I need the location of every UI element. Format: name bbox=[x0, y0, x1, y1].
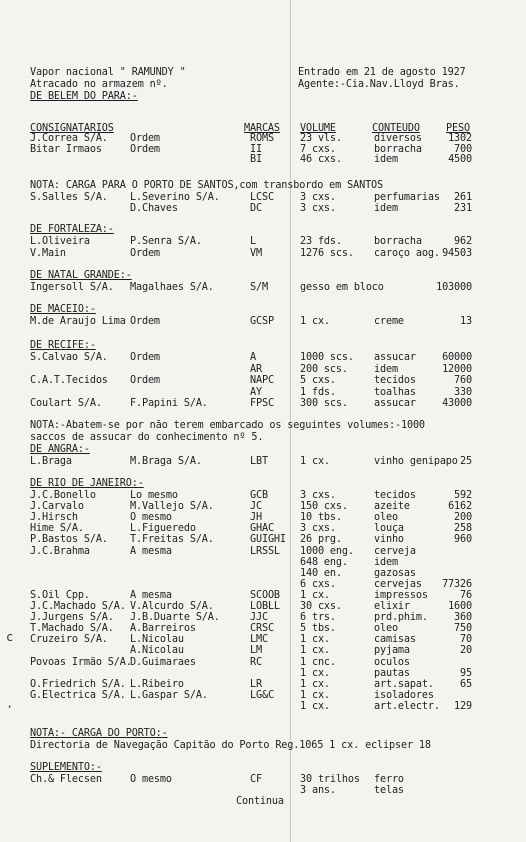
cell-content: camisas bbox=[374, 634, 416, 646]
cell-consignor: Ordem bbox=[130, 133, 160, 144]
cell-mark: NAPC bbox=[250, 375, 274, 386]
cell-consignor: P.Senra S/A. bbox=[130, 236, 202, 247]
cell-weight: 330 bbox=[454, 386, 472, 398]
cell-weight: 962 bbox=[454, 236, 472, 247]
cell-consignee: J.C.Bonello bbox=[30, 490, 96, 501]
cell-volume: 1 cx. bbox=[300, 456, 330, 467]
cell-mark: LCSC bbox=[250, 192, 274, 203]
cell-content: tecidos bbox=[374, 375, 416, 386]
cell-consignee: Ingersoll S/A. bbox=[30, 282, 114, 293]
cell-weight: 960 bbox=[454, 534, 472, 546]
cell-consignor: F.Papini S/A. bbox=[130, 398, 208, 409]
column-header-marks: MARCAS bbox=[244, 123, 280, 134]
cell-consignor: A.Nicolau bbox=[130, 645, 184, 657]
cell-consignor: L.Gaspar S/A. bbox=[130, 689, 208, 701]
cell-content: cerveja bbox=[374, 545, 416, 557]
cell-mark: S/M bbox=[250, 282, 268, 293]
cell-volume: gesso em bloco bbox=[300, 282, 384, 293]
column-header-consignee: CONSIGNATARIOS bbox=[30, 123, 114, 134]
cell-consignee: J.Carvalo bbox=[30, 501, 84, 513]
cell-volume: 26 prg. bbox=[300, 534, 342, 546]
cell-content: vinho genipapo bbox=[374, 456, 458, 467]
cell-content: louça bbox=[374, 523, 404, 535]
cell-weight: 77326 bbox=[442, 578, 472, 590]
cell-weight: 60000 bbox=[442, 352, 472, 363]
cell-mark: GHAC bbox=[250, 523, 274, 535]
cell-consignee: V.Main bbox=[30, 248, 66, 259]
cell-consignor: V.Alcurdo S/A. bbox=[130, 601, 214, 612]
cell-content: oleo bbox=[374, 623, 398, 635]
cell-volume: 23 vls. bbox=[300, 133, 342, 144]
cell-volume: 1 cx. bbox=[300, 689, 330, 701]
cell-content: idem bbox=[374, 154, 398, 165]
cell-mark: L bbox=[250, 236, 256, 247]
cell-weight: 129 bbox=[454, 700, 472, 712]
section-title-recife: DE RECIFE:- bbox=[30, 340, 96, 351]
cell-volume: 300 scs. bbox=[300, 398, 348, 409]
cell-consignee: Povoas Irmão S/A. bbox=[30, 656, 132, 668]
footer-continua: Continua bbox=[236, 796, 284, 807]
cell-consignor: T.Freitas S/A. bbox=[130, 534, 214, 546]
cell-mark: JC bbox=[250, 501, 262, 513]
cell-weight: 12000 bbox=[442, 363, 472, 375]
cell-volume: 200 scs. bbox=[300, 363, 348, 375]
cell-weight: 4500 bbox=[448, 154, 472, 165]
section-title-fortaleza: DE FORTALEZA:- bbox=[30, 224, 114, 235]
cell-weight: 65 bbox=[460, 678, 472, 690]
cell-weight: 360 bbox=[454, 612, 472, 624]
cell-weight: 70 bbox=[460, 634, 472, 646]
cell-content: oculos bbox=[374, 656, 410, 668]
cell-volume: 1 cnc. bbox=[300, 656, 336, 668]
cell-volume: 1000 scs. bbox=[300, 352, 354, 363]
cell-volume: 30 cxs. bbox=[300, 601, 342, 612]
cell-volume: 1 cx. bbox=[300, 634, 330, 646]
cell-content: borracha bbox=[374, 143, 422, 155]
cell-weight: 103000 bbox=[436, 282, 472, 293]
cell-mark: LOBLL bbox=[250, 601, 280, 612]
cell-content: vinho bbox=[374, 534, 404, 546]
cell-mark: LR bbox=[250, 678, 262, 690]
cell-mark: LRSSL bbox=[250, 545, 280, 557]
cell-consignee: P.Bastos S/A. bbox=[30, 534, 108, 546]
cell-volume: 1000 eng. bbox=[300, 545, 354, 557]
cell-consignee: J.Correa S/A. bbox=[30, 133, 108, 144]
section-title-angra: DE ANGRA:- bbox=[30, 444, 90, 455]
cell-consignee: M.de Araujo Lima bbox=[30, 316, 126, 327]
cell-weight: 700 bbox=[454, 143, 472, 155]
cell-weight: 94503 bbox=[442, 248, 472, 259]
cell-consignor: A mesma bbox=[130, 589, 172, 601]
cell-volume: 140 en. bbox=[300, 567, 342, 579]
cell-volume: 1 cx. bbox=[300, 700, 330, 712]
cell-weight: 231 bbox=[454, 203, 472, 214]
cell-weight: 760 bbox=[454, 375, 472, 386]
cell-volume: 648 eng. bbox=[300, 556, 348, 568]
nota-porto-line: Directoria de Navegação Capitão do Porto Reg.1065 1 cx. eclipser 18 bbox=[30, 740, 431, 751]
cell-weight: 1600 bbox=[448, 601, 472, 612]
section-title-maceio: DE MACEIO:- bbox=[30, 304, 96, 315]
cell-consignee: J.Jurgens S/A. bbox=[30, 612, 114, 624]
cell-mark: ROMS bbox=[250, 133, 274, 144]
cell-content: borracha bbox=[374, 236, 422, 247]
cell-volume: 6 cxs. bbox=[300, 578, 336, 590]
cell-volume: 46 cxs. bbox=[300, 154, 342, 165]
section-title-natal: DE NATAL GRANDE:- bbox=[30, 270, 132, 281]
cell-mark: VM bbox=[250, 248, 262, 259]
cell-weight: 258 bbox=[454, 523, 472, 535]
cell-volume: 1 fds. bbox=[300, 386, 336, 398]
nota-recife-line-2: saccos de assucar do conhecimento nº 5. bbox=[30, 432, 264, 443]
cell-consignor: Ordem bbox=[130, 143, 160, 155]
cell-volume: 150 cxs. bbox=[300, 501, 348, 513]
cell-consignee: Cruzeiro S/A. bbox=[30, 634, 108, 646]
cell-content: pautas bbox=[374, 667, 410, 679]
cell-weight: 95 bbox=[460, 667, 472, 679]
cell-content: tecidos bbox=[374, 490, 416, 501]
cell-mark: LBT bbox=[250, 456, 268, 467]
cell-volume: 1 cx. bbox=[300, 678, 330, 690]
cell-content: creme bbox=[374, 316, 404, 327]
cell-content: isoladores bbox=[374, 689, 434, 701]
cell-consignee: Bitar Irmaos bbox=[30, 143, 102, 155]
cell-consignor: L.Ribeiro bbox=[130, 678, 184, 690]
cell-weight: 76 bbox=[460, 589, 472, 601]
cell-volume: 1 cx. bbox=[300, 316, 330, 327]
cell-content: assucar bbox=[374, 352, 416, 363]
cell-mark: CF bbox=[250, 774, 262, 785]
cell-weight: 592 bbox=[454, 490, 472, 501]
cell-content: caroço aog. bbox=[374, 248, 440, 259]
cell-volume: 30 trilhos bbox=[300, 774, 360, 785]
cell-consignor: D.Guimaraes bbox=[130, 656, 196, 668]
cell-volume: 3 ans. bbox=[300, 785, 336, 796]
cell-content: art.electr. bbox=[374, 700, 440, 712]
cell-consignee: O.Friedrich S/A. bbox=[30, 678, 126, 690]
cell-consignor: L.Severino S/A. bbox=[130, 192, 220, 203]
cell-volume: 7 cxs. bbox=[300, 143, 336, 155]
cell-consignee: S.Calvao S/A. bbox=[30, 352, 108, 363]
cell-mark: CRSC bbox=[250, 623, 274, 635]
cell-consignee: L.Braga bbox=[30, 456, 72, 467]
cell-consignor: Ordem bbox=[130, 316, 160, 327]
cell-mark: AR bbox=[250, 363, 262, 375]
cell-volume: 1 cx. bbox=[300, 645, 330, 657]
cell-content: azeite bbox=[374, 501, 410, 513]
section-title-rio: DE RIO DE JANEIRO:- bbox=[30, 478, 144, 489]
cell-volume: 1276 scs. bbox=[300, 248, 354, 259]
cell-content: assucar bbox=[374, 398, 416, 409]
cell-content: art.sapat. bbox=[374, 678, 434, 690]
column-header-volume: VOLUME bbox=[300, 123, 336, 134]
cell-mark: LG&C bbox=[250, 689, 274, 701]
edge-mark-dot: · bbox=[6, 700, 14, 714]
cell-mark: BI bbox=[250, 154, 262, 165]
cell-consignor: A.Barreiros bbox=[130, 623, 196, 635]
cell-content: prd.phim. bbox=[374, 612, 428, 624]
cell-consignee: S.Oil Cpp. bbox=[30, 589, 90, 601]
edge-mark-c: c bbox=[6, 630, 14, 644]
cell-content: oleo bbox=[374, 512, 398, 524]
cell-volume: 3 cxs. bbox=[300, 523, 336, 535]
cell-consignor: L.Nicolau bbox=[130, 634, 184, 646]
cell-weight: 6162 bbox=[448, 501, 472, 513]
cell-content: impressos bbox=[374, 589, 428, 601]
cell-consignee: Ch.& Flecsen bbox=[30, 774, 102, 785]
cell-consignor: M.Braga S/A. bbox=[130, 456, 202, 467]
cell-mark: GUIGHI bbox=[250, 534, 286, 546]
cell-volume: 5 cxs. bbox=[300, 375, 336, 386]
cell-consignor: Ordem bbox=[130, 375, 160, 386]
cell-content: idem bbox=[374, 363, 398, 375]
cell-volume: 5 tbs. bbox=[300, 623, 336, 635]
cell-consignor: Lo mesmo bbox=[130, 490, 178, 501]
cell-consignor: Magalhaes S/A. bbox=[130, 282, 214, 293]
cell-consignee: G.Electrica S/A. bbox=[30, 689, 126, 701]
cell-weight: 43000 bbox=[442, 398, 472, 409]
cell-weight: 20 bbox=[460, 645, 472, 657]
cell-content: idem bbox=[374, 556, 398, 568]
cell-volume: 3 cxs. bbox=[300, 203, 336, 214]
cell-mark: JJC bbox=[250, 612, 268, 624]
cell-content: idem bbox=[374, 203, 398, 214]
cell-weight: 750 bbox=[454, 623, 472, 635]
cell-volume: 3 cxs. bbox=[300, 192, 336, 203]
cell-weight: 13 bbox=[460, 316, 472, 327]
cell-mark: AY bbox=[250, 386, 262, 398]
cell-content: perfumarias bbox=[374, 192, 440, 203]
berth-line: Atracado no armazem nº. bbox=[30, 79, 168, 90]
cell-volume: 1 cx. bbox=[300, 589, 330, 601]
cell-consignee: S.Salles S/A. bbox=[30, 192, 108, 203]
nota-santos: NOTA: CARGA PARA O PORTO DE SANTOS,com transbordo em SANTOS bbox=[30, 180, 384, 191]
cell-weight: 25 bbox=[460, 456, 472, 467]
cell-consignor: J.B.Duarte S/A. bbox=[130, 612, 220, 624]
cell-volume: 1 cx. bbox=[300, 667, 330, 679]
cell-content: ferro bbox=[374, 774, 404, 785]
cell-consignor: A mesma bbox=[130, 545, 172, 557]
cell-mark: II bbox=[250, 143, 262, 155]
cell-mark: LM bbox=[250, 645, 262, 657]
cell-weight: 200 bbox=[454, 512, 472, 524]
cell-consignee: C.A.T.Tecidos bbox=[30, 375, 108, 386]
cell-mark: JH bbox=[250, 512, 262, 524]
column-header-weight: PESO bbox=[446, 123, 470, 134]
cell-mark: FPSC bbox=[250, 398, 274, 409]
cell-consignee: Coulart S/A. bbox=[30, 398, 102, 409]
cell-consignor: Ordem bbox=[130, 352, 160, 363]
cell-content: elixir bbox=[374, 601, 410, 612]
cell-consignee: T.Machado S/A. bbox=[30, 623, 114, 635]
cell-content: gazosas bbox=[374, 567, 416, 579]
cell-content: pyjama bbox=[374, 645, 410, 657]
cell-mark: SCOOB bbox=[250, 589, 280, 601]
cell-mark: DC bbox=[250, 203, 262, 214]
cell-volume: 10 tbs. bbox=[300, 512, 342, 524]
section-title-belem: DE BELEM DO PARA:- bbox=[30, 91, 138, 102]
cell-consignor: M.Vallejo S/A. bbox=[130, 501, 214, 513]
cell-consignee: Hime S/A. bbox=[30, 523, 84, 535]
section-title-suplemento: SUPLEMENTO:- bbox=[30, 762, 102, 773]
cell-consignor: Ordem bbox=[130, 248, 160, 259]
cell-mark: A bbox=[250, 352, 256, 363]
cell-mark: LMC bbox=[250, 634, 268, 646]
ship-line: Vapor nacional " RAMUNDY " bbox=[30, 67, 186, 78]
agent-line: Agente:-Cia.Nav.Lloyd Bras. bbox=[298, 79, 460, 90]
cell-consignor: D.Chaves bbox=[130, 203, 178, 214]
cell-content: telas bbox=[374, 785, 404, 796]
cell-weight: 1302 bbox=[448, 133, 472, 144]
nota-porto-title: NOTA:- CARGA DO PORTO:- bbox=[30, 728, 168, 739]
cell-consignee: L.Oliveira bbox=[30, 236, 90, 247]
cell-consignee: J.C.Brahma bbox=[30, 545, 90, 557]
arrival-line: Entrado em 21 de agosto 1927 bbox=[298, 67, 466, 78]
nota-recife-line-1: NOTA:-Abatem-se por não terem embarcado os seguintes volumes:-1000 bbox=[30, 420, 425, 431]
cell-consignee: J.Hirsch bbox=[30, 512, 78, 524]
cell-consignee: J.C.Machado S/A. bbox=[30, 601, 126, 612]
cell-weight: 261 bbox=[454, 192, 472, 203]
cell-volume: 23 fds. bbox=[300, 236, 342, 247]
cell-consignor: O mesmo bbox=[130, 512, 172, 524]
cell-mark: RC bbox=[250, 656, 262, 668]
cell-consignor: O mesmo bbox=[130, 774, 172, 785]
cell-volume: 6 trs. bbox=[300, 612, 336, 624]
cell-consignor: L.Figueredo bbox=[130, 523, 196, 535]
cell-mark: GCSP bbox=[250, 316, 274, 327]
cell-content: cervejas bbox=[374, 578, 422, 590]
cell-volume: 3 cxs. bbox=[300, 490, 336, 501]
cell-content: diversos bbox=[374, 133, 422, 144]
cell-mark: GCB bbox=[250, 490, 268, 501]
column-header-content: CONTEUDO bbox=[372, 123, 420, 134]
cell-content: toalhas bbox=[374, 386, 416, 398]
